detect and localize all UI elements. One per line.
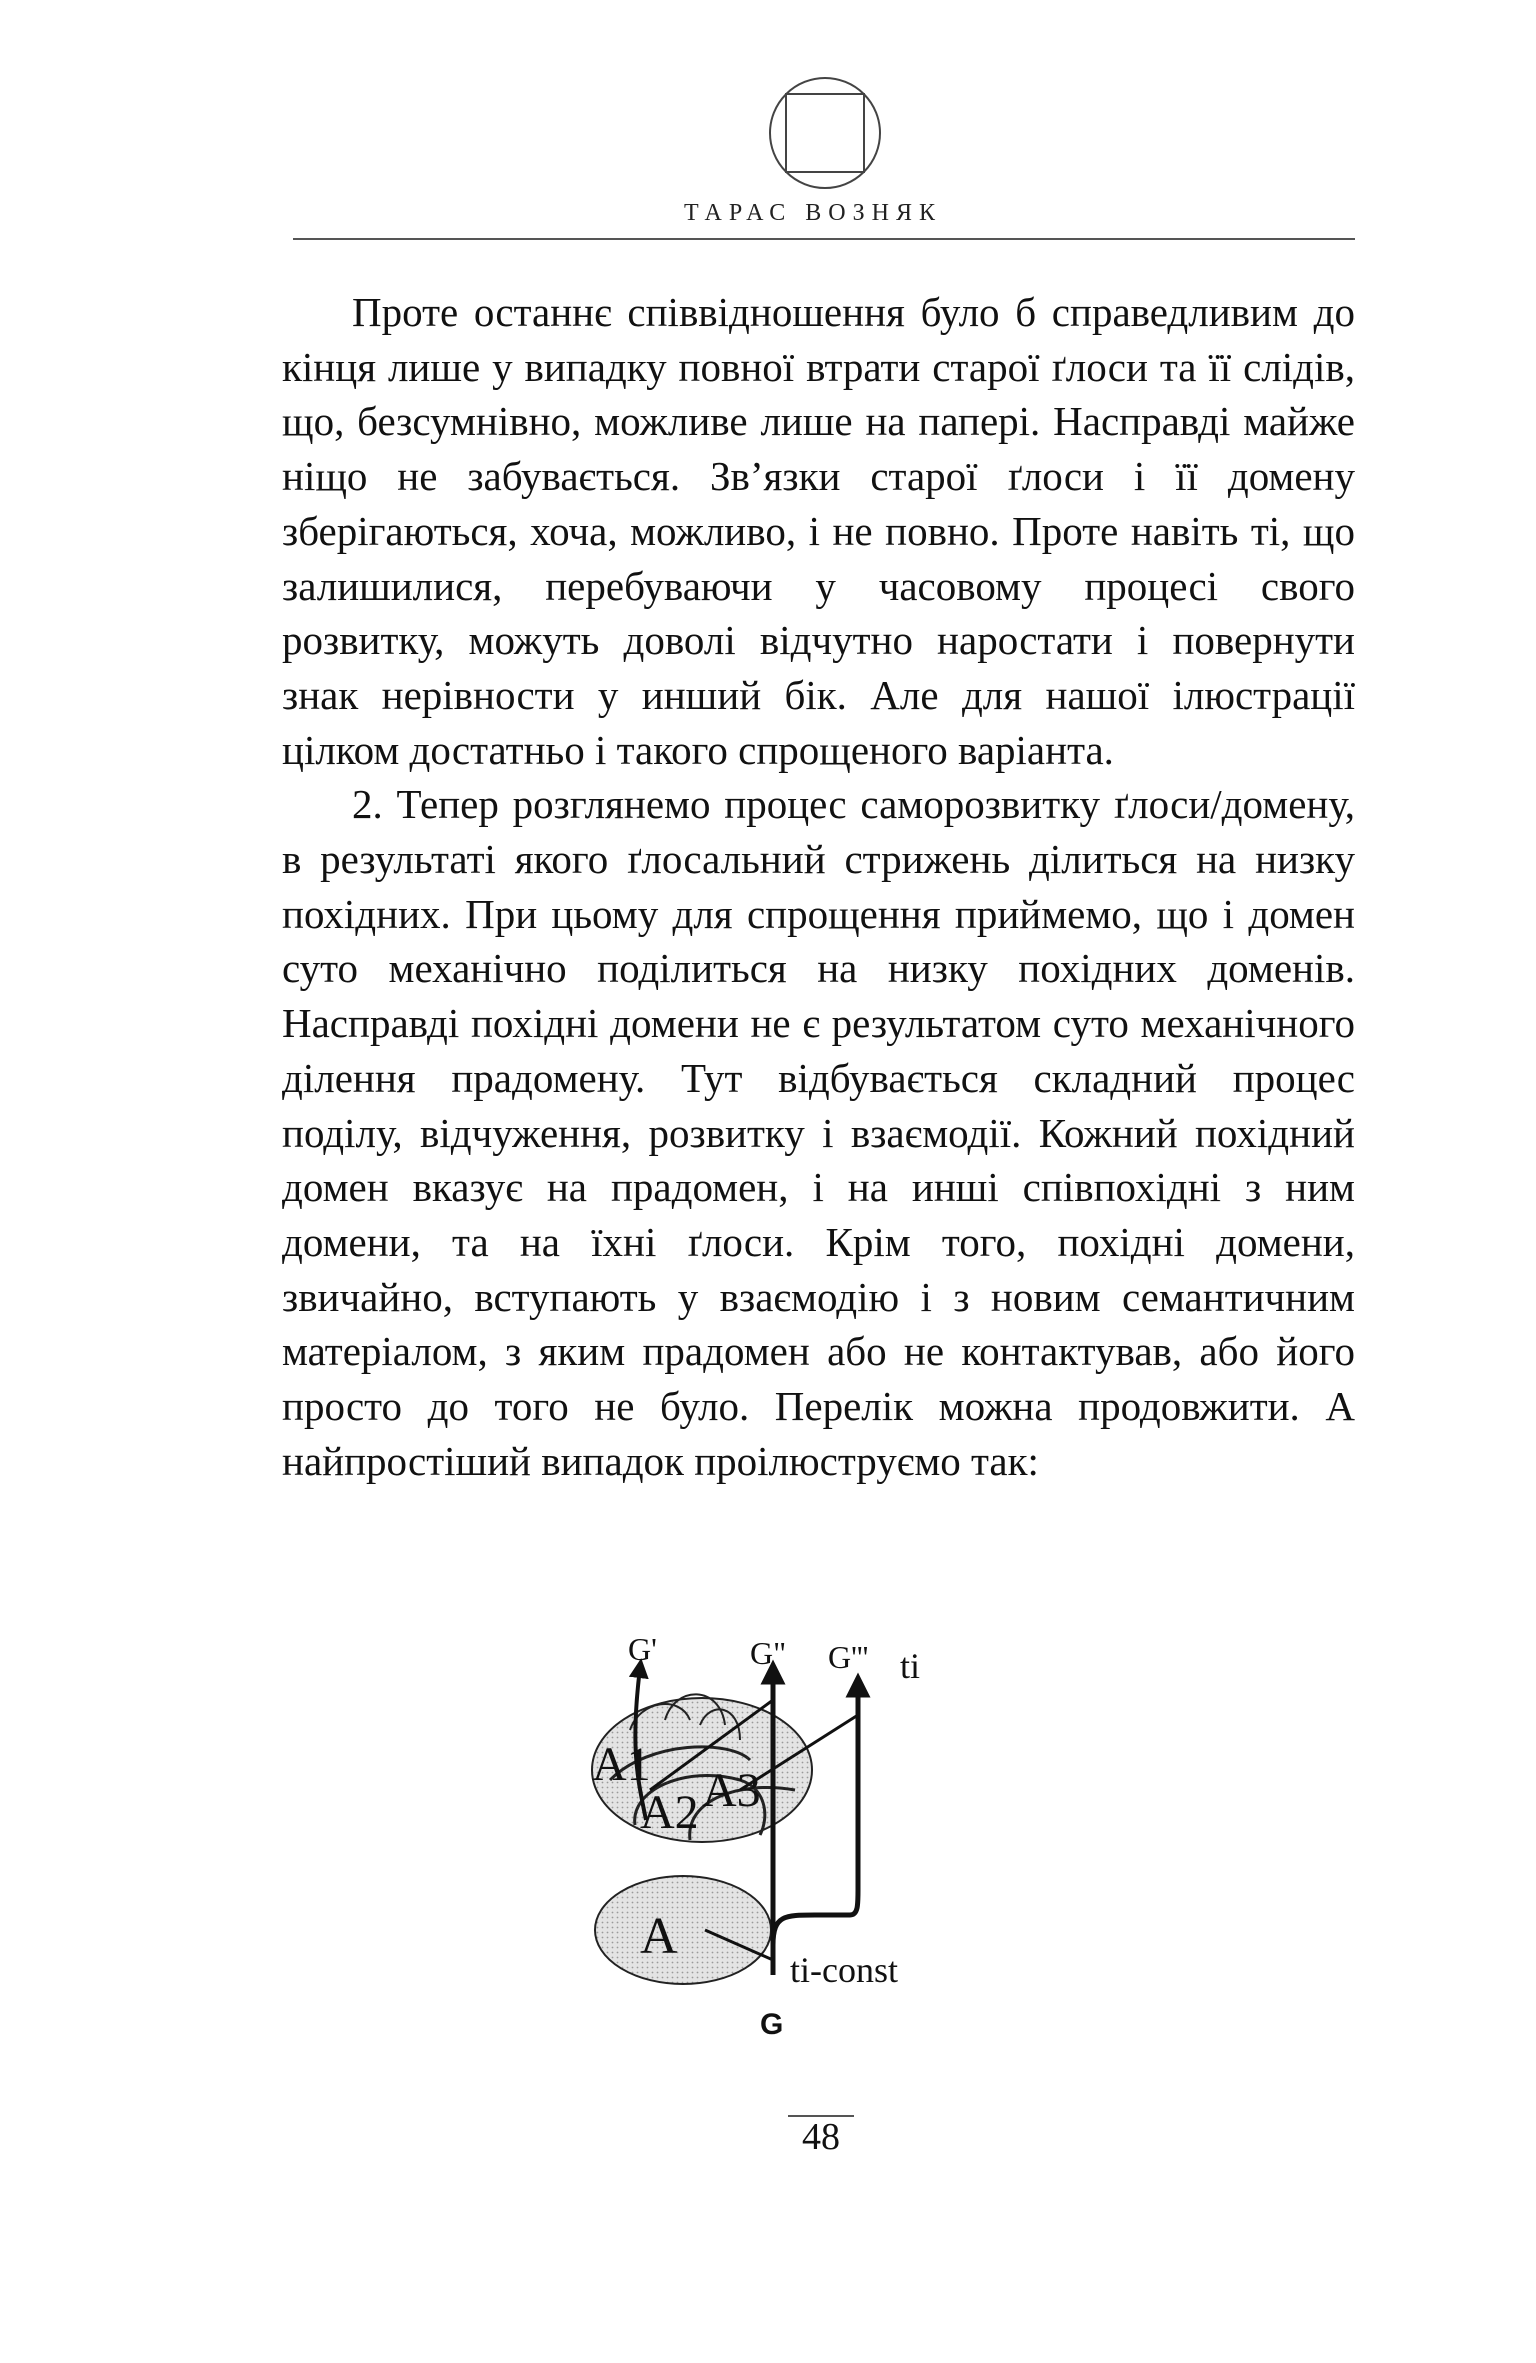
- proto-domain-ellipse: [595, 1876, 771, 1984]
- body-text: [282, 285, 1355, 1488]
- label-ti: ti: [900, 1646, 921, 1686]
- label-g-prime: G': [628, 1631, 657, 1667]
- page-number: 48: [802, 2116, 840, 2158]
- label-a3: A3: [702, 1764, 761, 1817]
- label-ti-const: ti-const: [790, 1950, 898, 1990]
- label-a1: A1: [592, 1738, 651, 1791]
- header-ornament-icon: [767, 75, 883, 191]
- label-a2: A2: [640, 1786, 699, 1839]
- label-g-triple: G''': [828, 1639, 869, 1675]
- label-g: G: [760, 2008, 784, 2040]
- label-g-double: G": [750, 1635, 787, 1671]
- running-header-title: ТАРАС ВОЗНЯК: [684, 200, 942, 226]
- header-divider: [293, 238, 1355, 240]
- gloss-domain-diagram: [590, 1630, 1030, 2040]
- label-a: A: [640, 1908, 678, 1965]
- paragraph: 2. Тепер розглянемо процес саморозвитку ґлоси/домену, в результаті якого ґлосальний стрижень ділиться на низку похідних. При цьому для спрощення приймемо, що і домен суто механічно поділиться на низку похідних доменів. Насправді похідні домени не є результатом суто механічного ділення прадомену. Тут відбувається складний процес поділу, відчуження, розвитку і взаємодії. Кожний похідний домен вказує на прадомен, і на инші співпохідні з ним домени, та на їхні ґлоси. Крім того, похідні домени, звичайно, вступають у взаємодію і з новим семантичним матеріалом, з яким прадомен або не контактував, або його просто до того не було. Перелік можна продовжити. А найпростіший випадок проілюструємо так:: [282, 781, 1355, 1484]
- paragraph: Проте останнє співвідношення було б справедливим до кінця лише у випадку повної втрати старої ґлоси та її слідів, що, безсумнівно, можливе лише на папері. Насправді майже ніщо не забувається. Зв’язки старої ґлоси і її домену зберігаються, хоча, можливо, і не повно. Проте навіть ті, що залишилися, перебуваючи у часовому процесі свого розвитку, можуть доволі відчутно наростати і повернути знак нерівности у инший бік. Але для нашої ілюстрації цілком достатньо і такого спрощеного варіанта.: [282, 289, 1355, 773]
